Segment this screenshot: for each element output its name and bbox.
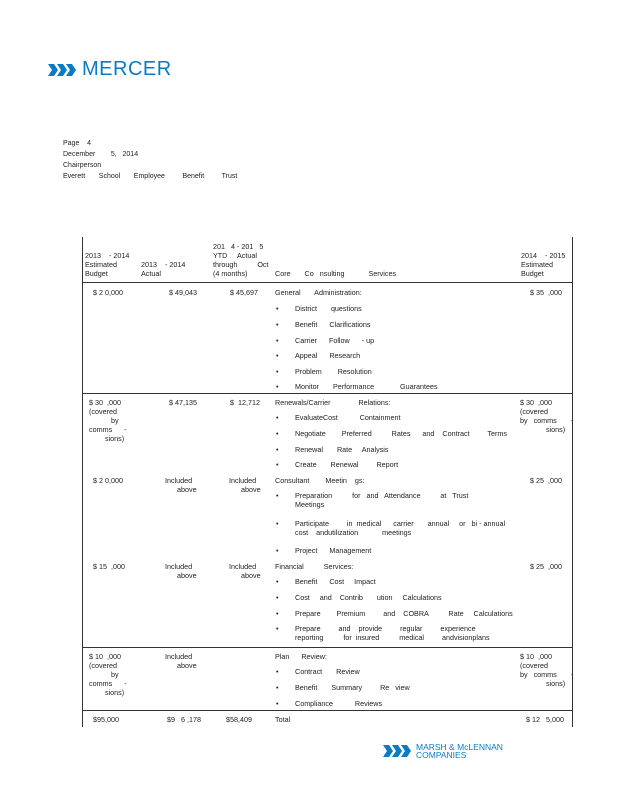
marsh-mclennan-mark-icon	[383, 743, 411, 759]
section-divider	[83, 393, 572, 394]
bullet-icon: •	[276, 624, 279, 633]
ytd-value: $ 45,697	[230, 288, 258, 297]
bullet-icon: •	[276, 577, 279, 586]
section-title: Renewals/Carrier Relations:	[275, 398, 391, 407]
bullet-icon: •	[276, 351, 279, 360]
bullet-icon: •	[276, 429, 279, 438]
col-header-ytd: 201 4 - 201 5 YTD Actual through Oct (4 months)	[213, 242, 269, 278]
bullet-icon: •	[276, 593, 279, 602]
bullet-icon: •	[276, 367, 279, 376]
letter-header	[63, 138, 237, 182]
service-item: Prepare Premium and COBRA Rate Calculations	[295, 609, 513, 618]
bullet-icon: •	[276, 320, 279, 329]
col-header-actual: 2013 - 2014 Actual	[141, 260, 186, 278]
est-budget-value: $ 2 0,000	[93, 288, 123, 297]
bullet-icon: •	[276, 304, 279, 313]
bullet-icon: •	[276, 491, 279, 500]
section-title: Financial Services:	[275, 562, 354, 571]
ytd-value: Included above	[229, 562, 261, 580]
page-number: Page 4	[63, 140, 92, 147]
recipient: Chairperson	[63, 162, 102, 169]
service-item: Cost and Contrib ution Calculations	[295, 593, 442, 602]
actual-value: $ 49,043	[169, 288, 197, 297]
service-item: Problem Resolution	[295, 367, 372, 376]
bullet-icon: •	[276, 609, 279, 618]
service-item: Compliance Reviews	[295, 699, 383, 708]
bullet-icon: •	[276, 546, 279, 555]
service-item: EvaluateCost Containment	[295, 413, 401, 422]
bullet-icon: •	[276, 336, 279, 345]
service-item: Prepare and provide regular experience reporting for insured medical andvisionplans	[295, 624, 490, 642]
service-item: Preparation for and Attendance at Trust Meetings	[295, 491, 469, 509]
marsh-mclennan-logo	[383, 743, 503, 759]
ytd-value: Included above	[229, 476, 261, 494]
est-budget-value: $ 10 ,000 (covered by comms - sions)	[89, 652, 127, 697]
col-header-next-budget: 2014 - 2015 Estimated Budget	[521, 251, 566, 278]
fee-table	[82, 237, 573, 727]
service-item: Monitor Performance Guarantees	[295, 382, 438, 391]
section-title: Plan Review:	[275, 652, 327, 661]
total-divider	[83, 710, 572, 711]
bullet-icon: •	[276, 445, 279, 454]
service-item: Create Renewal Report	[295, 460, 399, 469]
bullet-icon: •	[276, 460, 279, 469]
bullet-icon: •	[276, 413, 279, 422]
bullet-icon: •	[276, 667, 279, 676]
actual-value: Included above	[165, 476, 197, 494]
total-next-budget: $ 12 5,000	[526, 715, 564, 724]
bullet-icon: •	[276, 382, 279, 391]
est-budget-value: $ 15 ,000	[93, 562, 125, 571]
col-header-services: Core Co nsulting Services	[275, 269, 397, 278]
service-item: Contract Review	[295, 667, 360, 676]
est-budget-value: $ 2 0,000	[93, 476, 123, 485]
total-ytd: $58,409	[226, 715, 252, 724]
section-divider	[83, 647, 572, 648]
next-budget-value: $ 30 ,000 (covered by comms - sions)	[520, 398, 574, 434]
header-divider	[83, 282, 572, 283]
next-budget-value: $ 10 ,000 (covered by comms - sions)	[520, 652, 574, 688]
actual-value: $ 47,135	[169, 398, 197, 407]
organization: Everett School Employee Benefit Trust	[63, 173, 238, 180]
section-title: Consultant Meetin gs:	[275, 476, 365, 485]
section-title: General Administration:	[275, 288, 362, 297]
next-budget-value: $ 25 ,000	[530, 562, 562, 571]
marsh-mclennan-line1: MARSH & McLENNAN	[416, 742, 503, 752]
total-est-budget: $95,000	[93, 715, 119, 724]
service-item: Project Management	[295, 546, 372, 555]
next-budget-value: $ 25 ,000	[530, 476, 562, 485]
service-item: Renewal Rate Analysis	[295, 445, 389, 454]
service-item: Benefit Cost Impact	[295, 577, 376, 586]
actual-value: Included above	[165, 652, 197, 670]
service-item: Participate in medical carrier annual or bi - annual cost andutilization meetings	[295, 519, 506, 537]
actual-value: Included above	[165, 562, 197, 580]
mercer-logo-text: MERCER	[82, 58, 172, 80]
col-header-est-budget: 2013 - 2014 Estimated Budget	[85, 251, 130, 278]
total-actual: $9 6 ,178	[167, 715, 201, 724]
letter-date: December 5, 2014	[63, 151, 139, 158]
total-label: Total	[275, 715, 291, 724]
service-item: Appeal Research	[295, 351, 361, 360]
mercer-logo	[48, 58, 172, 81]
service-item: Benefit Summary Re view	[295, 683, 410, 692]
bullet-icon: •	[276, 519, 279, 528]
bullet-icon: •	[276, 683, 279, 692]
service-item: Carrier Follow - up	[295, 336, 375, 345]
next-budget-value: $ 35 ,000	[530, 288, 562, 297]
service-item: Benefit Clarifications	[295, 320, 371, 329]
service-item: District questions	[295, 304, 362, 313]
mercer-mark-icon	[48, 62, 76, 78]
marsh-mclennan-line2: COMPANIES	[416, 750, 467, 760]
bullet-icon: •	[276, 699, 279, 708]
est-budget-value: $ 30 ,000 (covered by comms - sions)	[89, 398, 127, 443]
service-item: Negotiate Preferred Rates and Contract Terms	[295, 429, 507, 438]
ytd-value: $ 12,712	[230, 398, 260, 407]
